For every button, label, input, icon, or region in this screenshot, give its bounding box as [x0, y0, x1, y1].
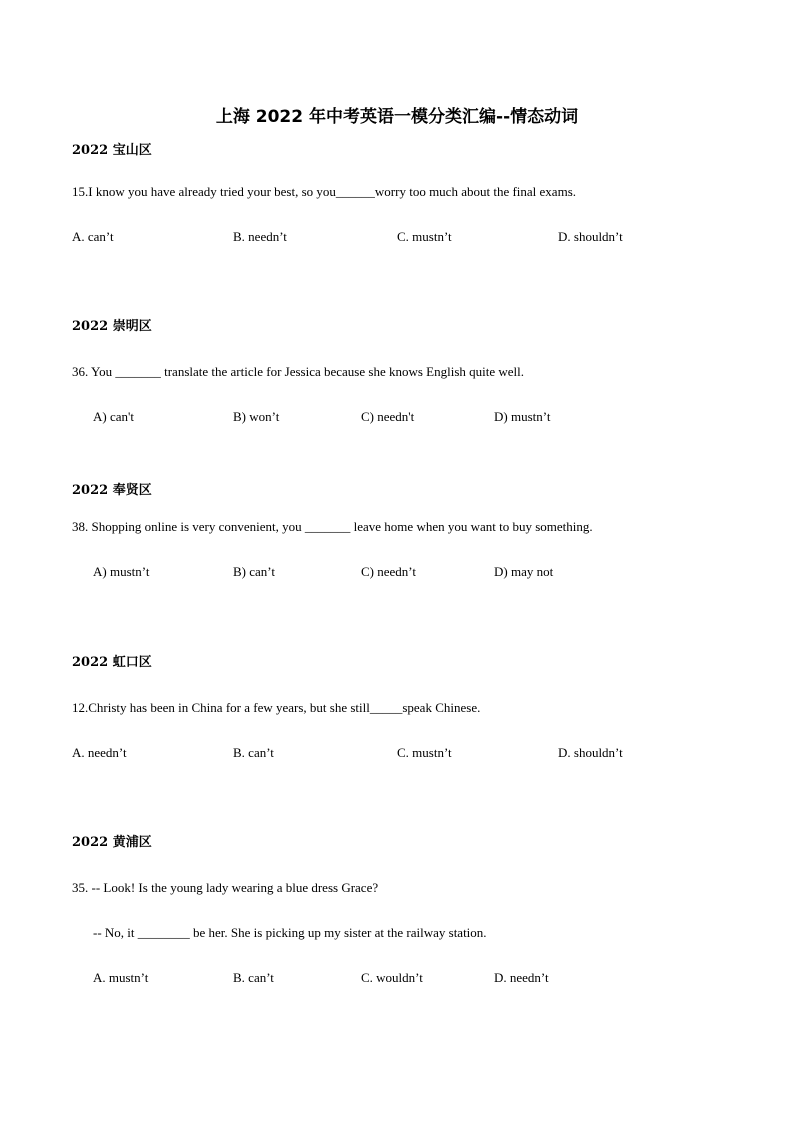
section-heading: 2022 奉贤区 [72, 483, 152, 498]
option-b: B. needn’t [233, 229, 287, 244]
section-heading: 2022 虹口区 [72, 655, 152, 670]
question-text: 36. You _______ translate the article for Jessica because she knows English quite well. [72, 364, 525, 379]
option-c: C. mustn’t [397, 229, 452, 244]
option-c: C) needn't [361, 409, 415, 424]
page-title: 上海 2022 年中考英语一模分类汇编--情态动词 [215, 107, 579, 127]
option-c: C. wouldn’t [361, 970, 423, 985]
question-text: 38. Shopping online is very convenient, you _______ leave home when you want to buy something. [72, 519, 593, 534]
option-a: A. can’t [72, 229, 114, 244]
question-text: 12.Christy has been in China for a few years, but she still_____speak Chinese. [72, 700, 481, 715]
question-text: 35. -- Look! Is the young lady wearing a blue dress Grace? [72, 880, 379, 895]
section-heading: 2022 宝山区 [72, 143, 152, 158]
option-d: D) may not [494, 564, 554, 579]
option-a: A) mustn’t [93, 564, 150, 579]
option-b: B. can’t [233, 745, 274, 760]
option-d: D) mustn’t [494, 409, 551, 424]
option-d: D. shouldn’t [558, 229, 623, 244]
option-b: B) can’t [233, 564, 275, 579]
option-c: C) needn’t [361, 564, 416, 579]
question-text: 15.I know you have already tried your best, so you______worry too much about the final exams. [72, 184, 576, 199]
option-a: A. needn’t [72, 745, 127, 760]
option-a: A) can't [93, 409, 134, 424]
section-heading: 2022 黄浦区 [72, 835, 152, 850]
option-d: D. shouldn’t [558, 745, 623, 760]
option-b: B. can’t [233, 970, 274, 985]
question-text-line2: -- No, it ________ be her. She is picking up my sister at the railway station. [93, 925, 487, 940]
option-b: B) won’t [233, 409, 280, 424]
section-heading: 2022 崇明区 [72, 319, 152, 334]
option-c: C. mustn’t [397, 745, 452, 760]
option-d: D. needn’t [494, 970, 549, 985]
option-a: A. mustn’t [93, 970, 149, 985]
